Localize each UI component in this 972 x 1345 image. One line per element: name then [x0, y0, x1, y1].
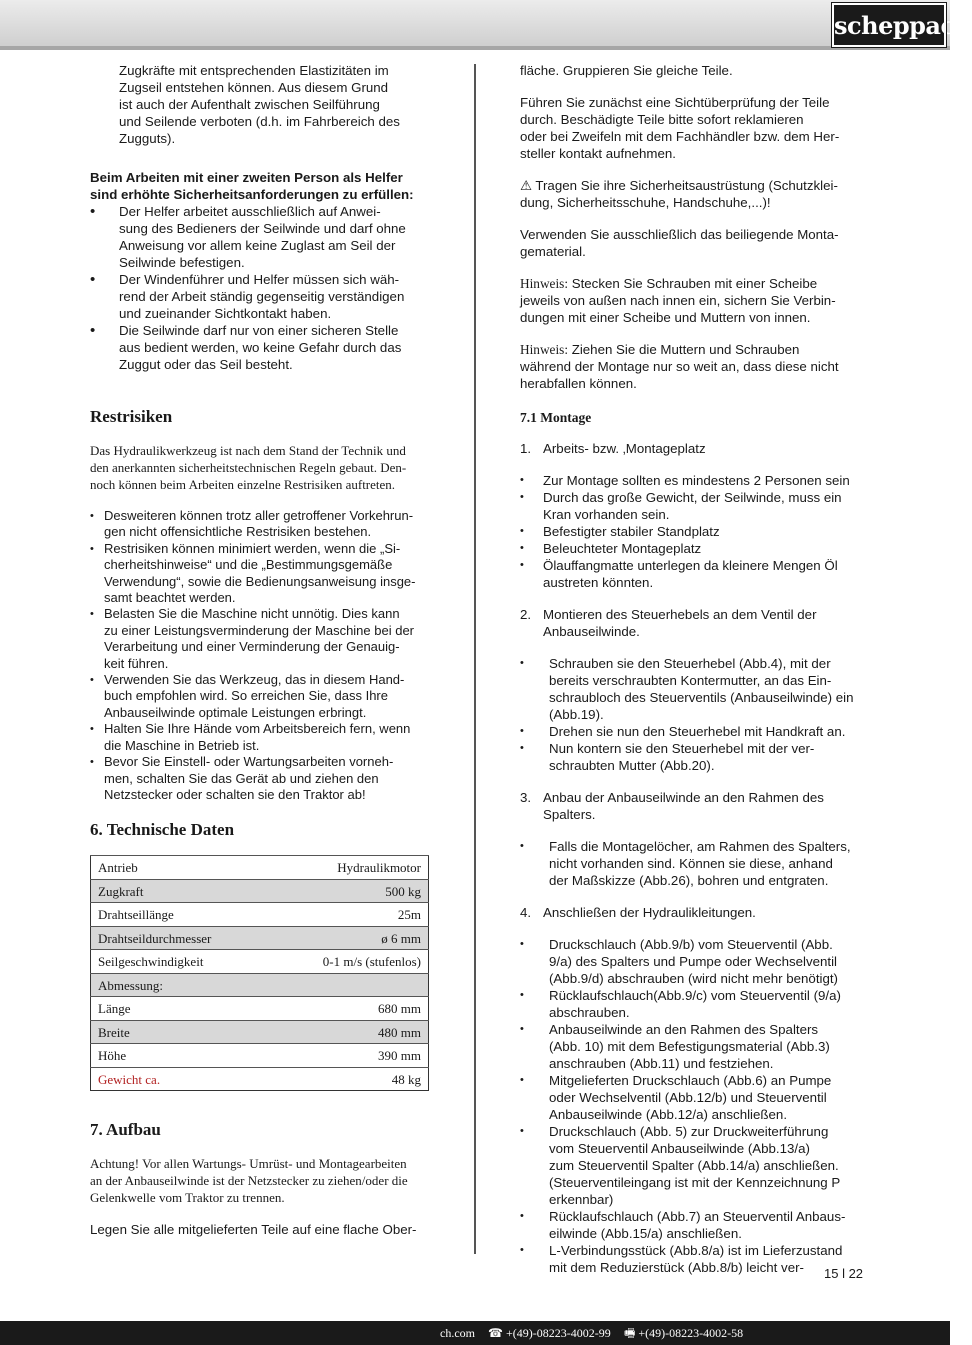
list-item — [90, 606, 430, 672]
table-row — [91, 879, 429, 903]
text-line: 9/a) des Spalters und Pumpe oder Wechselventil — [549, 954, 838, 969]
table-key: Drahtseillänge — [91, 903, 271, 927]
text-line: • Beleuchteter Montageplatz — [543, 541, 702, 556]
text-line: eilwinde (Abb.15/a) anschließen. — [549, 1226, 742, 1241]
text-line: • Durch das große Gewicht, der Seilwinde, muss ein — [543, 490, 842, 505]
list-item — [90, 721, 430, 754]
text-line: Netzstecker oder schalten sie den Traktor ab! — [104, 786, 366, 802]
text-line: Anschließen der Hydraulikleitungen. — [543, 905, 756, 920]
inspection-paragraph — [520, 94, 862, 162]
text-line: austreten könnten. — [543, 575, 654, 590]
text-line — [520, 341, 862, 358]
step-number: 3. — [520, 790, 532, 805]
step-1 — [520, 440, 862, 457]
scheppach-logo: scheppach — [832, 3, 946, 47]
list-item — [90, 541, 430, 607]
text-line: samt beachtet werden. — [104, 590, 236, 606]
table-value: 48 kg — [270, 1067, 428, 1091]
table-row — [91, 1044, 429, 1068]
text-line: Führen Sie zunächst eine Sichtüberprüfung der Teile — [520, 95, 830, 110]
text-line: und zueinander Sichtkontakt haben. — [119, 306, 332, 321]
text-line: Verwendung“, sowie die Bedienungsanweisung insge- — [104, 573, 416, 589]
text-line: bereits verschraubten Kontermutter, an das Ein- — [549, 673, 832, 688]
list-item — [90, 322, 430, 373]
text-line: abschrauben. — [549, 1005, 630, 1020]
text-line: ist auch der Aufenthalt zwischen Seilführung — [119, 97, 380, 112]
text-line: (Abb.9/d) abschrauben (wird nicht mehr benötigt) — [549, 971, 838, 986]
text-line: Anbauseilwinde (Abb.12/a) anschließen. — [549, 1107, 788, 1122]
text-line: zu einer Leistungsverminderung der Maschine bei der — [104, 622, 415, 638]
list-item — [520, 1072, 862, 1123]
right-column — [520, 62, 862, 1276]
text-line: • Schrauben sie den Steuerhebel (Abb.4), mit der — [549, 656, 831, 671]
text-line: sung des Bedieners der Seilwinde und darf ohne — [119, 221, 406, 236]
list-item — [520, 1021, 862, 1072]
text-line: Legen Sie alle mitgelieferten Teile auf eine flache Ober- — [90, 1222, 417, 1238]
table-value — [270, 973, 428, 997]
table-row — [91, 997, 429, 1021]
left-column — [90, 62, 430, 1238]
list-item — [520, 1123, 862, 1208]
text-line: • Falls die Montagelöcher, am Rahmen des Spalters, — [549, 839, 851, 854]
text-line: buch empfohlen wird. So erreichen Sie, dass Ihre — [104, 688, 388, 704]
table-value: 390 mm — [270, 1044, 428, 1068]
text-line: • Rücklaufschlauch(Abb.9/c) vom Steuerventil (9/a) — [549, 988, 841, 1003]
text-line: (Abb. 10) mit dem Befestigungsmaterial (Abb.3) — [549, 1039, 830, 1054]
step-number: 4. — [520, 905, 532, 920]
list-item — [90, 271, 430, 322]
text-line — [520, 275, 862, 292]
text-line: durch. Beschädigte Teile bitte sofort reklamieren — [520, 112, 804, 127]
step-number: 2. — [520, 607, 532, 622]
table-key: Länge — [91, 997, 271, 1021]
text-line: fläche. Gruppieren Sie gleiche Teile. — [520, 63, 733, 78]
text-line: Anweisung vor allem keine Zuglast am Seil der — [119, 238, 396, 253]
list-item — [90, 508, 430, 541]
text-line: die Maschine in Betrieb ist. — [104, 737, 260, 753]
text-line: (Steuerventileingang ist mit der Kennzeichnung P — [549, 1175, 841, 1190]
text-line: • Bevor Sie Einstell- oder Wartungsarbeiten vorneh- — [104, 754, 394, 770]
text-line: nicht vorhanden sind. Können sie diese, anhand — [549, 856, 833, 871]
list-item — [520, 557, 862, 591]
table-key: Antrieb — [91, 856, 271, 880]
footer-website[interactable]: ch.com — [440, 1326, 475, 1340]
page-header — [0, 0, 972, 50]
table-row — [91, 926, 429, 950]
text-line: • L-Verbindungsstück (Abb.8/a) ist im Lieferzustand — [549, 1243, 843, 1258]
step-2 — [520, 606, 862, 640]
text-line: • Drehen sie nun den Steuerhebel mit Handkraft an. — [549, 724, 846, 739]
text-line: • Druckschlauch (Abb. 5) zur Druckweiterführung — [549, 1124, 829, 1139]
list-item — [520, 723, 862, 740]
text-line: • Desweiteren können trotz aller getroffener Vorkehrun- — [104, 508, 414, 523]
hinweis-text: Stecken Sie Schrauben mit einer Scheibe — [568, 276, 818, 291]
text-line: • Druckschlauch (Abb.9/b) vom Steuerventil (Abb. — [549, 937, 833, 952]
table-row — [91, 903, 429, 927]
text-line: • Anbauseilwinde an den Rahmen des Spalters — [549, 1022, 819, 1037]
text-line: • Verwenden Sie das Werkzeug, das in diesem Hand- — [104, 672, 405, 688]
mounting-material-paragraph — [520, 226, 862, 260]
text-line: Seilwinde befestigen. — [119, 255, 245, 270]
step-2-list — [520, 655, 862, 774]
text-line: keit führen. — [104, 655, 169, 671]
table-key: Drahtseildurchmesser — [91, 926, 271, 950]
text-line: • Rücklaufschlauch (Abb.7) an Steuerventil Anbaus- — [549, 1209, 846, 1224]
list-item — [520, 523, 862, 540]
continued-paragraph — [90, 62, 430, 147]
text-line: sind erhöhte Sicherheitsanforderungen zu erfüllen: — [90, 187, 414, 202]
text-line: rend der Arbeit ständig gegenseitig verständigen — [119, 289, 405, 304]
text-line: der Maßskizze (Abb.26), bohren und entgraten. — [549, 873, 829, 888]
table-row — [91, 1067, 429, 1091]
list-item — [520, 540, 862, 557]
text-line: dung, Sicherheitsschuhe, Handschuhe,...)! — [520, 195, 771, 210]
page-footer — [0, 1321, 950, 1345]
step-number: 1. — [520, 441, 532, 456]
text-line: Das Hydraulikwerkzeug ist nach dem Stand der Technik und — [90, 443, 406, 458]
list-item — [520, 987, 862, 1021]
text-line: schraubten Mutter (Abb.20). — [549, 758, 715, 773]
table-row — [91, 1020, 429, 1044]
text-line: aus bedient werden, wo keine Gefahr durch das — [119, 340, 402, 355]
text-line: herabfallen können. — [520, 376, 637, 391]
text-line: gematerial. — [520, 244, 586, 259]
safety-equipment-paragraph — [520, 177, 862, 211]
text-line: Anbau der Anbauseilwinde an den Rahmen des — [543, 790, 824, 805]
step-1-list — [520, 472, 862, 591]
tech-data-heading: 6. Technische Daten — [90, 820, 235, 840]
text-line: steller kontakt aufnehmen. — [520, 146, 676, 161]
helper-title — [90, 169, 430, 203]
column-divider — [474, 64, 476, 1254]
text-line: Zugguts). — [119, 131, 176, 146]
text-line: vom Steuerventil Anbauseilwinde (Abb.13/a) — [549, 1141, 810, 1156]
table-key: Breite — [91, 1020, 271, 1044]
text-line: an der Anbauseilwinde ist der Netzstecker zu ziehen/oder die — [90, 1173, 408, 1189]
text-line: • Restrisiken können minimiert werden, wenn die „Si- — [104, 540, 401, 556]
text-line: • Halten Sie Ihre Hände vom Arbeitsbereich fern, wenn — [104, 721, 411, 737]
text-line: • Die Seilwinde darf nur von einer sicheren Stelle — [119, 323, 399, 338]
list-item — [90, 203, 430, 271]
montage-heading: 7.1 Montage — [520, 410, 592, 425]
hinweis-2 — [520, 341, 862, 392]
table-value: 680 mm — [270, 997, 428, 1021]
text-line: jeweils von außen nach innen ein, sichern Sie Verbin- — [520, 293, 836, 308]
list-item — [90, 672, 430, 721]
text-line: Spalters. — [543, 807, 596, 822]
page-number: 15 l 22 — [824, 1266, 864, 1281]
text-line: • Der Windenführer und Helfer müssen sich wäh- — [119, 272, 400, 287]
text-line: • Ölauffangmatte unterlegen da kleinere Mengen Öl — [543, 558, 838, 573]
list-item — [520, 1208, 862, 1242]
list-item — [520, 1242, 862, 1276]
text-line: men, schalten Sie das Gerät ab und ziehen den — [104, 770, 379, 786]
text-line: • Nun kontern sie den Steuerhebel mit der ver- — [549, 741, 815, 756]
text-line: • Belasten Sie die Maschine nicht unnötig. Dies kann — [104, 606, 400, 622]
table-key: Höhe — [91, 1044, 271, 1068]
list-item — [520, 936, 862, 987]
table-value: 500 kg — [270, 879, 428, 903]
text-line: Gelenkwelle vom Traktor zu trennen. — [90, 1190, 285, 1206]
text-line: Achtung! Vor allen Wartungs- Umrüst- und Montagearbeiten — [90, 1156, 407, 1172]
text-line: Verwenden Sie ausschließlich das beiliegende Monta- — [520, 227, 839, 242]
table-key: Gewicht ca. — [91, 1067, 271, 1091]
text-line: während der Montage nur so weit an, dass diese nicht — [520, 359, 839, 374]
text-line: erkennbar) — [549, 1192, 614, 1207]
text-line: und Seilende verboten (d.h. im Fahrbereich des — [119, 114, 400, 129]
list-item — [520, 489, 862, 523]
restrisiken-heading: Restrisiken — [90, 407, 173, 426]
text-line: Beim Arbeiten mit einer zweiten Person als Helfer — [90, 170, 403, 185]
text-line: Arbeits- bzw. ‚Montageplatz — [543, 441, 706, 456]
text-line: schraubloch des Steuerventils (Anbauseilwinde) ein — [549, 690, 854, 705]
text-line: • Mitgelieferten Druckschlauch (Abb.6) an Pumpe — [549, 1073, 832, 1088]
text-line: zum Steuerventil Spalter (Abb.14/a) anschließen. — [549, 1158, 839, 1173]
list-item — [520, 655, 862, 723]
aufbau-paragraph — [90, 1155, 430, 1206]
hinweis-label: Hinweis: — [520, 342, 569, 357]
text-line: (Abb.19). — [549, 707, 604, 722]
text-line: gen nicht offensichtliche Restrisiken bestehen. — [104, 524, 372, 540]
restrisiken-intro — [90, 442, 430, 493]
hinweis-1 — [520, 275, 862, 326]
tech-data-table — [90, 855, 429, 1091]
text-line: den anerkannten sicherheitstechnischen Regeln gebaut. Den- — [90, 460, 407, 475]
text-line: ⚠ Tragen Sie ihre Sicherheitsaustrüstung (Schutzklei- — [520, 178, 838, 193]
table-row — [91, 973, 429, 997]
text-line: • Zur Montage sollten es mindestens 2 Personen sein — [543, 473, 850, 488]
text-line: • Befestigter stabiler Standplatz — [543, 524, 720, 539]
table-value: 0-1 m/s (stufenlos) — [270, 950, 428, 974]
text-line: oder bei Zweifeln mit dem Fachhändler bzw. dem Her- — [520, 129, 840, 144]
list-item — [520, 740, 862, 774]
text-line: noch können beim Arbeiten einzelne Restrisiken auftreten. — [90, 477, 396, 492]
text-line: Zugseil entstehen können. Aus diesem Grund — [119, 80, 389, 95]
table-key: Zugkraft — [91, 879, 271, 903]
hinweis-text: Ziehen Sie die Muttern und Schrauben — [568, 342, 800, 357]
text-line: cherheitshinweise“ und die „Bestimmungsgemäße — [104, 557, 393, 573]
text-line: Anbauseilwinde optimale Leistungen erbringt. — [104, 704, 367, 720]
list-item — [520, 472, 862, 489]
table-value: ø 6 mm — [270, 926, 428, 950]
text-line: anschrauben (Abb.11) und festziehen. — [549, 1056, 774, 1071]
text-line: • Der Helfer arbeitet ausschließlich auf Anwei- — [119, 204, 381, 219]
aufbau-heading: 7. Aufbau — [90, 1120, 161, 1140]
text-line: Kran vorhanden sein. — [543, 507, 670, 522]
table-value: 480 mm — [270, 1020, 428, 1044]
table-key: Seilgeschwindigkeit — [91, 950, 271, 974]
helper-list — [90, 203, 430, 373]
text-line: oder Wechselventil (Abb.12/b) und Steuerventil — [549, 1090, 827, 1105]
text-line: Montieren des Steuerhebels an dem Ventil der — [543, 607, 817, 622]
table-key: Abmessung: — [91, 973, 271, 997]
footer-fax: 🖷 +(49)-08223-4002-58 — [624, 1326, 744, 1340]
step-4-list — [520, 936, 862, 1276]
text-line: Zugkräfte mit entsprechenden Elastizitäten im — [119, 63, 389, 78]
step-3-list — [520, 838, 862, 889]
step-3 — [520, 789, 862, 823]
text-line: mit dem Reduzierstück (Abb.8/b) leicht ver- — [549, 1260, 804, 1275]
hinweis-label: Hinweis: — [520, 276, 569, 291]
footer-phone: ☎ +(49)-08223-4002-99 — [488, 1326, 611, 1340]
text-line: Anbauseilwinde. — [543, 624, 640, 639]
text-line: dungen mit einer Scheibe und Muttern von innen. — [520, 310, 811, 325]
table-row — [91, 856, 429, 880]
list-item — [90, 754, 430, 803]
table-value: 25m — [270, 903, 428, 927]
restrisiken-list — [90, 508, 430, 803]
table-value: Hydraulikmotor — [270, 856, 428, 880]
table-row — [91, 950, 429, 974]
text-line: Verarbeitung und einer Verminderung der Genauig- — [104, 639, 400, 655]
text-line: Zuggut oder das Seil besteht. — [119, 357, 293, 372]
list-item — [520, 838, 862, 889]
step-4 — [520, 904, 862, 921]
